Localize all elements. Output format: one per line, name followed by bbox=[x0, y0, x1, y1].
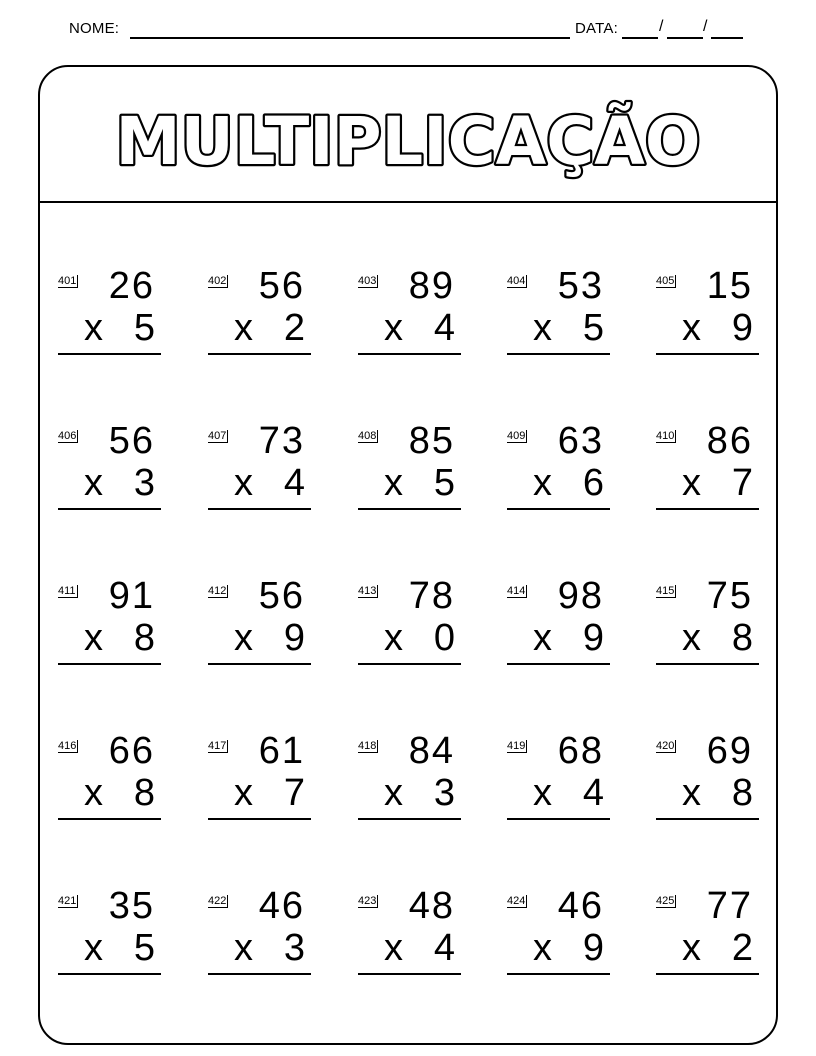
multiplier: 4 bbox=[283, 462, 305, 504]
multiplicand: 35 bbox=[108, 885, 155, 927]
multiply-sign: x bbox=[533, 462, 552, 504]
problem-number: 417 bbox=[208, 740, 227, 752]
multiplier: 6 bbox=[582, 462, 604, 504]
multiplicand: 68 bbox=[557, 730, 604, 772]
multiplier: 5 bbox=[133, 307, 155, 349]
answer-line[interactable] bbox=[656, 508, 759, 510]
multiply-sign: x bbox=[533, 927, 552, 969]
answer-line[interactable] bbox=[208, 508, 311, 510]
multiply-sign: x bbox=[682, 772, 701, 814]
date-separator: / bbox=[703, 18, 708, 35]
answer-line[interactable] bbox=[208, 818, 311, 820]
title-banner bbox=[40, 67, 776, 201]
problem-number: 409 bbox=[507, 430, 526, 442]
multiplicand: 77 bbox=[706, 885, 753, 927]
multiplicand: 98 bbox=[557, 575, 604, 617]
multiply-sign: x bbox=[84, 617, 103, 659]
multiply-sign: x bbox=[84, 462, 103, 504]
problem-item bbox=[656, 575, 759, 685]
problem-item bbox=[58, 730, 161, 840]
multiplicand: 48 bbox=[408, 885, 455, 927]
multiplicand: 56 bbox=[258, 265, 305, 307]
problem-number: 404 bbox=[507, 275, 526, 287]
answer-line[interactable] bbox=[58, 353, 161, 355]
multiply-sign: x bbox=[533, 772, 552, 814]
multiplicand: 69 bbox=[706, 730, 753, 772]
multiply-sign: x bbox=[682, 307, 701, 349]
multiply-sign: x bbox=[84, 927, 103, 969]
problem-item bbox=[656, 730, 759, 840]
problem-number: 407 bbox=[208, 430, 227, 442]
date-label: DATA: bbox=[575, 20, 618, 37]
multiplicand: 89 bbox=[408, 265, 455, 307]
multiplicand: 46 bbox=[258, 885, 305, 927]
multiplicand: 78 bbox=[408, 575, 455, 617]
problem-item bbox=[507, 885, 610, 995]
problem-item bbox=[358, 885, 461, 995]
problem-item bbox=[358, 575, 461, 685]
answer-line[interactable] bbox=[507, 663, 610, 665]
problem-number: 418 bbox=[358, 740, 377, 752]
multiplier: 4 bbox=[433, 927, 455, 969]
problem-number: 403 bbox=[358, 275, 377, 287]
problem-number: 423 bbox=[358, 895, 377, 907]
title-divider bbox=[40, 201, 776, 203]
answer-line[interactable] bbox=[58, 973, 161, 975]
multiplicand: 66 bbox=[108, 730, 155, 772]
problem-item bbox=[507, 265, 610, 375]
problem-item bbox=[507, 730, 610, 840]
date-year-field[interactable] bbox=[711, 37, 743, 39]
problem-number: 408 bbox=[358, 430, 377, 442]
answer-line[interactable] bbox=[358, 818, 461, 820]
answer-line[interactable] bbox=[208, 353, 311, 355]
problem-number: 415 bbox=[656, 585, 675, 597]
problem-number: 411 bbox=[58, 585, 76, 597]
answer-line[interactable] bbox=[656, 973, 759, 975]
answer-line[interactable] bbox=[507, 973, 610, 975]
multiplicand: 73 bbox=[258, 420, 305, 462]
answer-line[interactable] bbox=[656, 663, 759, 665]
multiplicand: 53 bbox=[557, 265, 604, 307]
multiplicand: 84 bbox=[408, 730, 455, 772]
multiplier: 5 bbox=[433, 462, 455, 504]
multiply-sign: x bbox=[234, 927, 253, 969]
multiplier: 3 bbox=[133, 462, 155, 504]
multiplicand: 61 bbox=[258, 730, 305, 772]
multiplier: 5 bbox=[582, 307, 604, 349]
problem-number: 413 bbox=[358, 585, 377, 597]
answer-line[interactable] bbox=[208, 663, 311, 665]
multiplicand: 26 bbox=[108, 265, 155, 307]
answer-line[interactable] bbox=[656, 353, 759, 355]
problem-number: 424 bbox=[507, 895, 526, 907]
multiply-sign: x bbox=[384, 617, 403, 659]
date-day-field[interactable] bbox=[622, 37, 658, 39]
problem-number: 405 bbox=[656, 275, 675, 287]
problem-item bbox=[58, 265, 161, 375]
multiplier: 8 bbox=[133, 772, 155, 814]
answer-line[interactable] bbox=[656, 818, 759, 820]
multiplier: 7 bbox=[731, 462, 753, 504]
multiplicand: 46 bbox=[557, 885, 604, 927]
problem-number: 406 bbox=[58, 430, 77, 442]
multiply-sign: x bbox=[84, 307, 103, 349]
multiply-sign: x bbox=[234, 307, 253, 349]
problem-item bbox=[656, 265, 759, 375]
multiplier: 3 bbox=[283, 927, 305, 969]
problem-item bbox=[656, 885, 759, 995]
problem-item bbox=[358, 265, 461, 375]
multiplier: 2 bbox=[283, 307, 305, 349]
multiply-sign: x bbox=[682, 927, 701, 969]
answer-line[interactable] bbox=[507, 353, 610, 355]
problem-item bbox=[208, 730, 311, 840]
multiply-sign: x bbox=[682, 617, 701, 659]
multiply-sign: x bbox=[234, 772, 253, 814]
date-month-field[interactable] bbox=[667, 37, 703, 39]
multiplicand: 91 bbox=[108, 575, 155, 617]
answer-line[interactable] bbox=[358, 353, 461, 355]
answer-line[interactable] bbox=[58, 663, 161, 665]
multiplier: 3 bbox=[433, 772, 455, 814]
problem-number: 402 bbox=[208, 275, 227, 287]
problem-item bbox=[208, 265, 311, 375]
name-field[interactable] bbox=[130, 37, 570, 39]
multiply-sign: x bbox=[533, 617, 552, 659]
multiplier: 8 bbox=[731, 772, 753, 814]
multiplicand: 63 bbox=[557, 420, 604, 462]
multiplicand: 75 bbox=[706, 575, 753, 617]
multiply-sign: x bbox=[234, 462, 253, 504]
problem-item bbox=[208, 575, 311, 685]
answer-line[interactable] bbox=[507, 508, 610, 510]
problem-item bbox=[358, 730, 461, 840]
answer-line[interactable] bbox=[208, 973, 311, 975]
multiply-sign: x bbox=[384, 307, 403, 349]
multiplier: 9 bbox=[731, 307, 753, 349]
problem-item bbox=[358, 420, 461, 530]
answer-line[interactable] bbox=[358, 973, 461, 975]
problem-item bbox=[507, 420, 610, 530]
multiply-sign: x bbox=[234, 617, 253, 659]
problem-number: 421 bbox=[58, 895, 77, 907]
multiplicand: 56 bbox=[108, 420, 155, 462]
multiplier: 9 bbox=[582, 927, 604, 969]
answer-line[interactable] bbox=[358, 663, 461, 665]
multiplicand: 56 bbox=[258, 575, 305, 617]
multiplier: 0 bbox=[433, 617, 455, 659]
multiplier: 8 bbox=[133, 617, 155, 659]
problem-number: 401 bbox=[58, 275, 77, 287]
problem-number: 410 bbox=[656, 430, 675, 442]
problem-number: 425 bbox=[656, 895, 675, 907]
multiplier: 4 bbox=[433, 307, 455, 349]
answer-line[interactable] bbox=[507, 818, 610, 820]
worksheet-header bbox=[0, 18, 816, 42]
problem-item bbox=[507, 575, 610, 685]
multiplier: 9 bbox=[283, 617, 305, 659]
problem-item bbox=[656, 420, 759, 530]
multiplicand: 15 bbox=[706, 265, 753, 307]
problem-item bbox=[58, 420, 161, 530]
problem-item bbox=[58, 885, 161, 995]
problem-number: 422 bbox=[208, 895, 227, 907]
multiplicand: 86 bbox=[706, 420, 753, 462]
problem-item bbox=[208, 885, 311, 995]
problem-number: 416 bbox=[58, 740, 77, 752]
multiply-sign: x bbox=[682, 462, 701, 504]
multiplier: 7 bbox=[283, 772, 305, 814]
page-title: MULTIPLICAÇÃO bbox=[115, 103, 706, 180]
multiplicand: 85 bbox=[408, 420, 455, 462]
answer-line[interactable] bbox=[58, 818, 161, 820]
multiply-sign: x bbox=[384, 462, 403, 504]
multiplier: 9 bbox=[582, 617, 604, 659]
multiply-sign: x bbox=[384, 772, 403, 814]
answer-line[interactable] bbox=[358, 508, 461, 510]
problem-item bbox=[58, 575, 161, 685]
multiplier: 5 bbox=[133, 927, 155, 969]
problem-number: 420 bbox=[656, 740, 675, 752]
name-label: NOME: bbox=[69, 20, 120, 37]
multiply-sign: x bbox=[384, 927, 403, 969]
date-separator: / bbox=[659, 18, 664, 35]
multiplier: 4 bbox=[582, 772, 604, 814]
problem-number: 412 bbox=[208, 585, 227, 597]
multiply-sign: x bbox=[533, 307, 552, 349]
multiply-sign: x bbox=[84, 772, 103, 814]
multiplier: 2 bbox=[731, 927, 753, 969]
problem-item bbox=[208, 420, 311, 530]
multiplier: 8 bbox=[731, 617, 753, 659]
answer-line[interactable] bbox=[58, 508, 161, 510]
problem-number: 419 bbox=[507, 740, 526, 752]
problem-number: 414 bbox=[507, 585, 526, 597]
